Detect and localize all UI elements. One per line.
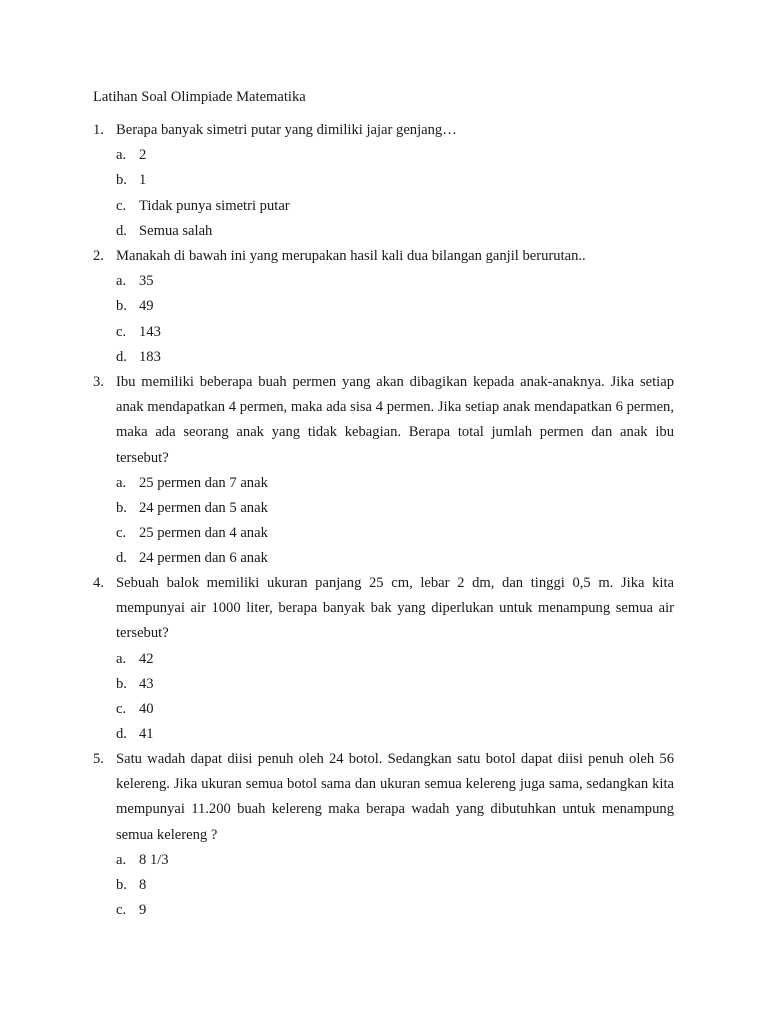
option-text: 1 <box>139 172 147 189</box>
option-letter: d. <box>116 550 127 567</box>
question-number: 1. <box>93 122 104 138</box>
option-a <box>93 269 674 294</box>
option-b <box>93 294 674 319</box>
question-text: Berapa banyak simetri putar yang dimiliki jajar genjang… <box>116 122 457 138</box>
document-title: Latihan Soal Olimpiade Matematika <box>93 89 306 105</box>
option-c <box>93 320 674 345</box>
option-letter: b. <box>116 500 127 516</box>
question-5 <box>93 747 674 923</box>
question-1 <box>93 118 674 244</box>
question-text: Manakah di bawah ini yang merupakan hasil kali dua bilangan ganjil berurutan.. <box>116 248 586 264</box>
question-4 <box>93 571 674 747</box>
option-c <box>93 521 674 546</box>
option-letter: d. <box>116 222 127 239</box>
option-a <box>93 143 674 168</box>
question-number: 4. <box>93 575 104 591</box>
option-b <box>93 672 674 697</box>
option-a <box>93 647 674 672</box>
option-b <box>93 496 674 521</box>
option-text: 43 <box>139 675 154 692</box>
option-text: 25 permen dan 4 anak <box>139 525 268 542</box>
option-d <box>93 345 674 370</box>
answer-options <box>93 269 674 370</box>
option-letter: b. <box>116 172 127 189</box>
option-a <box>93 471 674 496</box>
option-text: 2 <box>139 147 147 164</box>
question-text: Ibu memiliki beberapa buah permen yang akan dibagikan kepada anak-anaknya. Jika setiap anak mendapatkan 4 permen, maka ada sisa 4 permen. Jika setiap anak mendapatkan 6 permen, maka ada seorang anak yang tidak kebagian. Berapa total jumlah permen dan anak ibu tersebut? <box>116 374 674 466</box>
option-letter: a. <box>116 474 127 491</box>
option-text: 35 <box>139 273 154 290</box>
question-text: Sebuah balok memiliki ukuran panjang 25 cm, lebar 2 dm, dan tinggi 0,5 m. Jika kita mempunyai air 1000 liter, berapa banyak bak yang diperlukan untuk menampung semua air tersebut? <box>116 575 674 642</box>
question-number: 2. <box>93 248 104 264</box>
option-b <box>93 873 674 898</box>
option-c <box>93 194 674 219</box>
option-b <box>93 168 674 193</box>
option-letter: c. <box>116 902 127 919</box>
option-letter: a. <box>116 851 127 868</box>
option-text: Semua salah <box>139 222 213 239</box>
option-c <box>93 697 674 722</box>
option-text: 143 <box>139 323 161 340</box>
option-letter: c. <box>116 525 127 542</box>
option-letter: c. <box>116 197 127 214</box>
answer-options <box>93 647 674 748</box>
option-text: Tidak punya simetri putar <box>139 197 290 214</box>
option-letter: a. <box>116 147 127 164</box>
option-text: 49 <box>139 298 154 315</box>
answer-options <box>93 848 674 924</box>
answer-options <box>93 143 674 244</box>
option-text: 41 <box>139 726 154 743</box>
question-2 <box>93 244 674 370</box>
option-letter: a. <box>116 273 127 290</box>
question-number: 5. <box>93 751 104 767</box>
option-text: 9 <box>139 902 147 919</box>
option-letter: c. <box>116 700 127 717</box>
option-text: 183 <box>139 348 161 365</box>
question-text: Satu wadah dapat diisi penuh oleh 24 botol. Sedangkan satu botol dapat diisi penuh oleh 56 kelereng. Jika ukuran semua botol sama dan ukuran semua kelereng juga sama, sedangkan kita mempunyai 11.200 buah kelereng maka berapa wadah yang dibutuhkan untuk menampung semua kelereng ? <box>116 751 674 843</box>
option-text: 24 permen dan 6 anak <box>139 550 268 567</box>
option-letter: b. <box>116 877 127 893</box>
option-text: 25 permen dan 7 anak <box>139 474 268 491</box>
option-letter: b. <box>116 298 127 315</box>
option-text: 40 <box>139 700 154 717</box>
option-letter: d. <box>116 726 127 743</box>
option-d <box>93 722 674 747</box>
option-letter: d. <box>116 348 127 365</box>
option-text: 42 <box>139 650 154 667</box>
option-d <box>93 546 674 571</box>
option-d <box>93 219 674 244</box>
option-text: 8 1/3 <box>139 851 169 868</box>
option-text: 8 <box>139 877 147 893</box>
question-3 <box>93 370 674 572</box>
option-letter: a. <box>116 650 127 667</box>
option-a <box>93 848 674 873</box>
option-c <box>93 898 674 923</box>
option-letter: b. <box>116 675 127 692</box>
question-number: 3. <box>93 374 104 390</box>
answer-options <box>93 471 674 572</box>
option-letter: c. <box>116 323 127 340</box>
option-text: 24 permen dan 5 anak <box>139 500 268 516</box>
